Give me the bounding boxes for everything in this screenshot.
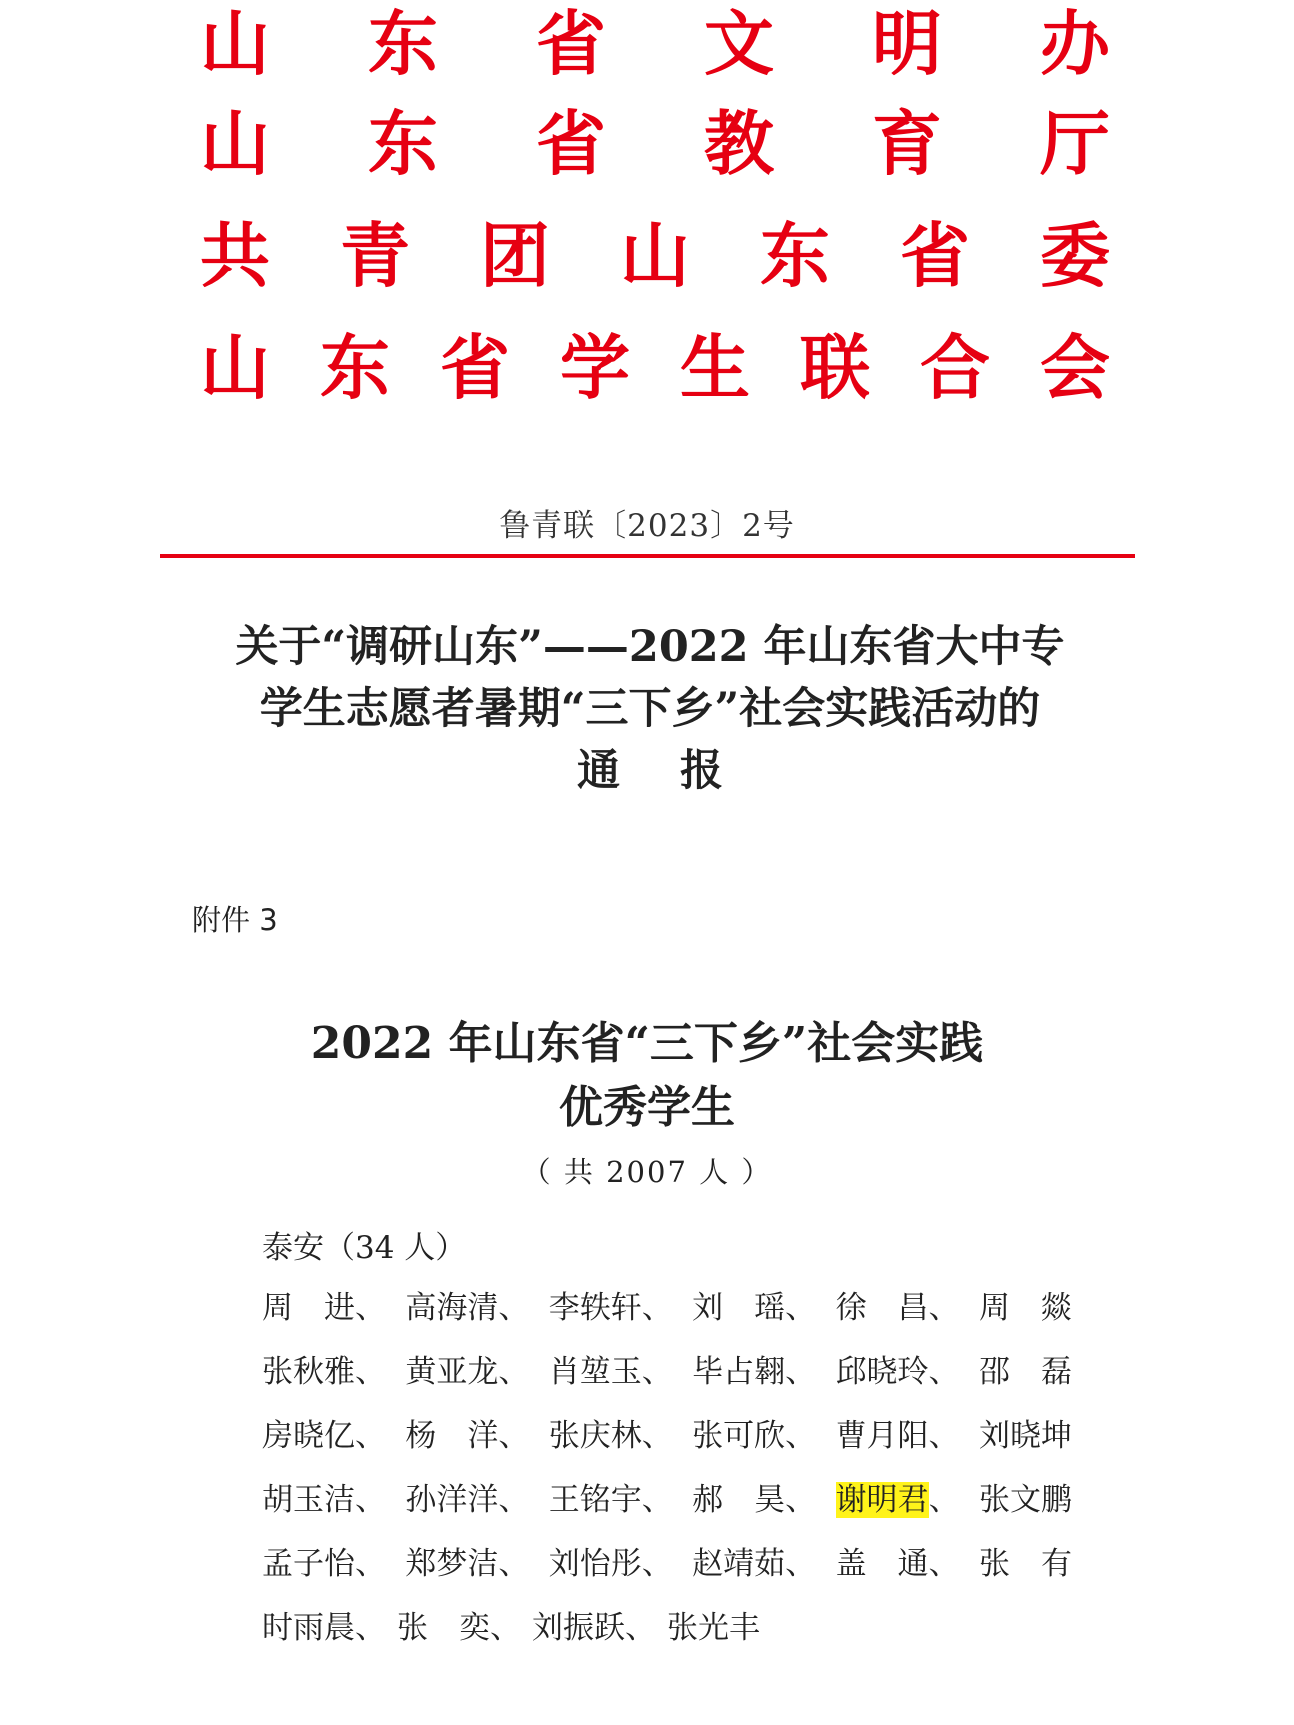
issuer-row-2 (200, 88, 1110, 200)
issuer-char: 育 (872, 103, 942, 185)
student-name: 徐 昌、 (835, 1290, 960, 1326)
student-name: 刘 瑶、 (692, 1290, 817, 1326)
issuer-char: 东 (368, 3, 438, 85)
student-name: 刘怡彤、 (548, 1546, 673, 1582)
issuer-char: 会 (1040, 327, 1110, 409)
issuer-char: 山 (620, 215, 690, 297)
student-name: 王铭宇、 (548, 1482, 673, 1518)
student-name: 刘晓坤 (978, 1418, 1072, 1454)
issuer-char: 办 (1040, 3, 1110, 85)
red-divider (160, 554, 1135, 558)
issuer-char: 山 (200, 103, 270, 185)
issuer-char: 东 (368, 103, 438, 185)
issuer-char: 东 (320, 327, 390, 409)
student-name: 张秋雅、 (262, 1354, 386, 1390)
notice-title-line-1: 关于“调研山东”——2022 年山东省大中专 (235, 622, 1065, 672)
issuer-char: 东 (760, 215, 830, 297)
name-list (262, 1276, 1072, 1660)
issuer-row-4 (200, 312, 1110, 424)
region-heading: 泰安（34 人） (262, 1230, 467, 1266)
issuing-authorities (200, 0, 1110, 424)
document-number: 鲁青联〔2023〕2号 (499, 508, 795, 544)
student-name: 杨 洋、 (405, 1418, 530, 1454)
total-count: （ 共 2007 人 ） (521, 1155, 773, 1189)
student-name: 李轶轩、 (548, 1290, 673, 1326)
name-row (262, 1532, 1072, 1596)
student-name: 毕占翱、 (692, 1354, 817, 1390)
student-name: 谢明君、 (835, 1482, 960, 1518)
issuer-char: 共 (200, 215, 270, 297)
student-name: 曹月阳、 (835, 1418, 960, 1454)
issuer-char: 省 (536, 3, 606, 85)
issuer-char: 省 (900, 215, 970, 297)
issuer-char: 山 (200, 327, 270, 409)
name-row (262, 1340, 1072, 1404)
list-title-line-1: 2022 年山东省“三下乡”社会实践 (310, 1018, 984, 1069)
list-title-line-2: 优秀学生 (559, 1082, 735, 1133)
student-name: 张庆林、 (548, 1418, 673, 1454)
student-name: 赵靖茹、 (692, 1546, 817, 1582)
student-name: 张 有 (978, 1546, 1072, 1582)
issuer-char: 联 (800, 327, 870, 409)
student-name: 周 进、 (262, 1290, 386, 1326)
student-name: 高海清、 (405, 1290, 530, 1326)
name-row (262, 1276, 1072, 1340)
issuer-char: 厅 (1040, 103, 1110, 185)
student-name: 孙洋洋、 (405, 1482, 530, 1518)
student-name: 盖 通、 (835, 1546, 960, 1582)
issuer-char: 省 (440, 327, 510, 409)
issuer-char: 学 (560, 327, 630, 409)
notice-title-line-3: 通报 (577, 746, 783, 796)
student-name: 肖堃玉、 (548, 1354, 673, 1390)
student-name: 房晓亿、 (262, 1418, 386, 1454)
issuer-row-1 (200, 0, 1110, 88)
issuer-row-3 (200, 200, 1110, 312)
student-name: 张文鹏 (978, 1482, 1072, 1518)
issuer-char: 文 (704, 3, 774, 85)
student-name: 胡玉洁、 (262, 1482, 386, 1518)
student-name: 周 燚 (978, 1290, 1072, 1326)
student-name: 孟子怡、 (262, 1546, 386, 1582)
issuer-char: 山 (200, 3, 270, 85)
issuer-char: 青 (340, 215, 410, 297)
student-name: 郑梦洁、 (405, 1546, 530, 1582)
student-name: 张光丰 (667, 1610, 760, 1646)
name-row (262, 1468, 1072, 1532)
issuer-char: 合 (920, 327, 990, 409)
issuer-char: 省 (536, 103, 606, 185)
student-name: 郝 昊、 (692, 1482, 817, 1518)
student-name: 张可欣、 (692, 1418, 817, 1454)
attachment-label: 附件 3 (192, 903, 278, 937)
list-title (0, 1012, 1294, 1140)
notice-title-line-2: 学生志愿者暑期“三下乡”社会实践活动的 (259, 684, 1041, 734)
student-name: 邱晓玲、 (835, 1354, 960, 1390)
student-name: 时雨晨、 (262, 1610, 386, 1646)
student-name: 邵 磊 (978, 1354, 1072, 1390)
student-name: 刘振跃、 (532, 1610, 656, 1646)
issuer-char: 团 (480, 215, 550, 297)
name-row (262, 1404, 1072, 1468)
issuer-char: 委 (1040, 215, 1110, 297)
issuer-char: 明 (872, 3, 942, 85)
student-name: 黄亚龙、 (405, 1354, 530, 1390)
issuer-char: 教 (704, 103, 774, 185)
name-row (262, 1596, 1072, 1660)
issuer-char: 生 (680, 327, 750, 409)
highlighted-name: 谢明君 (835, 1482, 929, 1518)
student-name: 张 奕、 (397, 1610, 521, 1646)
notice-title (170, 616, 1130, 802)
